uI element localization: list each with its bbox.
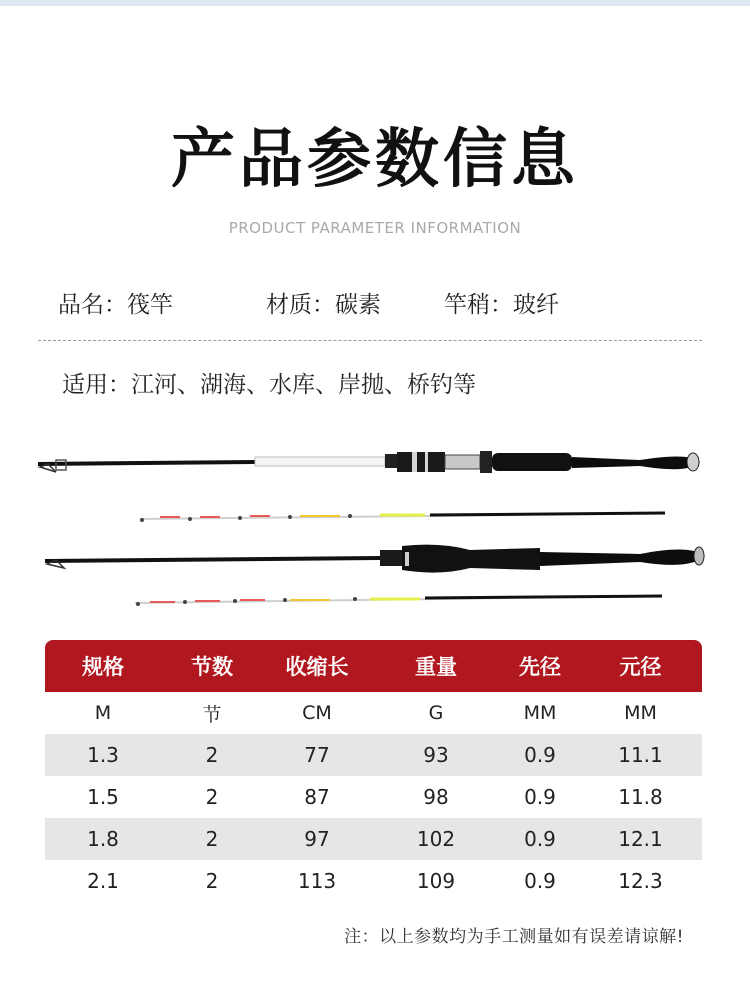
table-cell: CM xyxy=(302,702,332,724)
product-name: 品名：筏竿 xyxy=(58,292,173,318)
table-cell: 0.9 xyxy=(524,827,556,851)
parameter-table xyxy=(45,640,702,902)
table-cell: 102 xyxy=(416,827,456,851)
table-cell: 2 xyxy=(205,785,219,809)
table-cell: 节 xyxy=(202,703,222,726)
dashed-divider xyxy=(38,340,702,341)
page-title: 产品参数信息 xyxy=(171,123,579,197)
header-tip-diameter: 先径 xyxy=(519,655,561,679)
table-cell: 97 xyxy=(304,827,330,851)
table-cell: M xyxy=(94,702,112,724)
header-sections: 节数 xyxy=(191,655,233,679)
table-cell: 109 xyxy=(416,869,456,893)
table-cell: 0.9 xyxy=(524,743,556,767)
table-cell: 0.9 xyxy=(524,785,556,809)
table-cell: 87 xyxy=(304,785,330,809)
table-cell: 11.8 xyxy=(618,785,663,809)
product-usage: 适用：江河、湖海、水库、岸抛、桥钓等 xyxy=(62,372,476,398)
spinning-rod-illustration xyxy=(38,451,700,473)
table-row xyxy=(45,860,702,902)
table-cell: 2 xyxy=(205,827,219,851)
table-cell: 2 xyxy=(205,869,219,893)
table-cell: 2.1 xyxy=(87,869,119,893)
header-weight: 重量 xyxy=(415,655,457,679)
top-band xyxy=(0,0,750,6)
table-cell: 1.8 xyxy=(87,827,119,851)
table-cell: 98 xyxy=(423,785,449,809)
table-cell: MM xyxy=(523,702,557,724)
table-row xyxy=(45,776,702,818)
casting-rod-tip-illustration xyxy=(135,596,662,606)
measurement-note: 注：以上参数均为手工测量如有误差请谅解! xyxy=(344,927,684,947)
table-cell: 11.1 xyxy=(618,743,663,767)
table-row xyxy=(45,734,702,776)
casting-rod-illustration xyxy=(45,545,705,573)
table-header-row xyxy=(45,640,702,692)
page-subtitle: PRODUCT PARAMETER INFORMATION xyxy=(228,219,522,237)
header-spec: 规格 xyxy=(82,655,124,679)
table-cell: 77 xyxy=(304,743,330,767)
header-butt-diameter: 元径 xyxy=(619,655,662,679)
table-cell: 1.3 xyxy=(87,743,119,767)
table-cell: 113 xyxy=(297,869,337,893)
table-cell: MM xyxy=(624,702,657,724)
table-row xyxy=(45,818,702,860)
fishing-rods-image xyxy=(0,440,750,620)
spinning-rod-tip-illustration xyxy=(140,513,665,522)
table-unit-row xyxy=(45,692,702,734)
product-material: 材质：碳素 xyxy=(266,292,381,318)
table-cell: 12.3 xyxy=(618,869,663,893)
table-cell: 1.5 xyxy=(87,785,119,809)
table-cell: G xyxy=(428,702,444,724)
product-tip: 竿稍：玻纤 xyxy=(444,292,559,318)
table-cell: 12.1 xyxy=(618,827,663,851)
table-cell: 0.9 xyxy=(524,869,556,893)
table-cell: 2 xyxy=(205,743,219,767)
table-cell: 93 xyxy=(423,743,449,767)
header-closed-length: 收缩长 xyxy=(285,655,349,679)
